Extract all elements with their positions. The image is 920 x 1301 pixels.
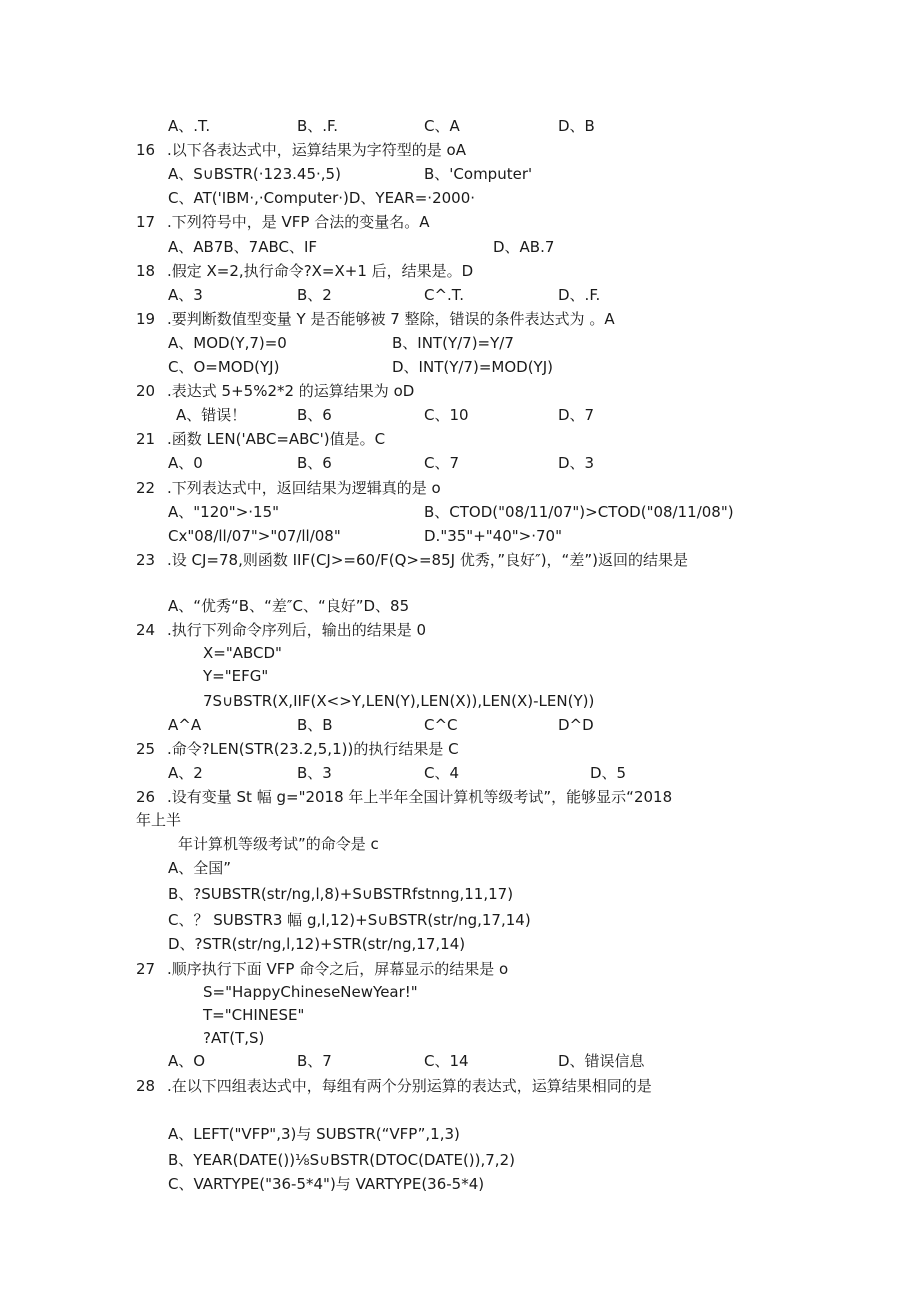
question-text: .以下各表达式中，运算结果为字符型的是 oA <box>167 141 466 159</box>
option-text: D、B <box>558 117 595 135</box>
option-text: C、A <box>424 117 460 135</box>
code-line: X="ABCD" <box>203 644 282 662</box>
option-text: C^.T. <box>424 286 464 304</box>
option-text: B、'Computer' <box>424 165 533 183</box>
option-text: B、6 <box>297 454 332 472</box>
option-text: A^A <box>168 716 202 734</box>
option-text: D、3 <box>558 454 595 472</box>
question-number: 21 <box>136 430 156 448</box>
code-line: T="CHINESE" <box>203 1006 305 1024</box>
option-text: B、INT(Y/7)=Y/7 <box>392 334 514 352</box>
option-text: D、.F. <box>558 286 601 304</box>
question-text: .顺序执行下面 VFP 命令之后，屏幕显示的结果是 o <box>167 960 509 978</box>
question-text: .命令?LEN(STR(23.2,5,1))的执行结果是 C <box>167 740 459 758</box>
option-text: A、MOD(Y,7)=0 <box>168 334 287 352</box>
code-line: S="HappyChineseNewYear!" <box>203 983 418 1001</box>
option-text: D、7 <box>558 406 595 424</box>
question-number: 24 <box>136 621 156 639</box>
option-text: C、O=MOD(YJ) <box>168 358 280 376</box>
question-number: 27 <box>136 960 156 978</box>
question-text: .在以下四组表达式中，每组有两个分别运算的表达式，运算结果相同的是 <box>167 1077 652 1095</box>
question-number: 18 <box>136 262 156 280</box>
option-text: C、？ SUBSTR3 幅 g,l,12)+S∪BSTR(str/ng,17,14) <box>168 911 531 929</box>
option-text: D、INT(Y/7)=MOD(YJ) <box>392 358 553 376</box>
code-line: Y="EFG" <box>203 667 269 685</box>
question-text: .下列符号中，是 VFP 合法的变量名。A <box>167 213 430 231</box>
option-text: C、10 <box>424 406 469 424</box>
option-text: A、S∪BSTR(·123.45·,5) <box>168 165 341 183</box>
question-number: 16 <box>136 141 156 159</box>
question-number: 25 <box>136 740 156 758</box>
option-text: B、CTOD("08/11/07")>CTOD("08/11/08") <box>424 503 734 521</box>
option-text: A、O <box>168 1052 206 1070</box>
option-text: C、VARTYPE("36-5*4")与 VARTYPE(36-5*4) <box>168 1175 485 1193</box>
option-text: D."35"+"40">·70" <box>424 527 562 545</box>
option-text: B、7 <box>297 1052 332 1070</box>
question-text: .下列表达式中，返回结果为逻辑真的是 o <box>167 479 441 497</box>
code-line: ?AT(T,S) <box>203 1029 265 1047</box>
option-text: B、2 <box>297 286 332 304</box>
option-text: C、7 <box>424 454 460 472</box>
option-text: B、6 <box>297 406 332 424</box>
question-text: .要判断数值型变量 Y 是否能够被 7 整除，错误的条件表达式为 。A <box>167 310 615 328</box>
option-text: Cx"08/ll/07">"07/ll/08" <box>168 527 341 545</box>
question-number: 22 <box>136 479 156 497</box>
option-text: C、14 <box>424 1052 469 1070</box>
option-text: B、3 <box>297 764 332 782</box>
question-text: .设有变量 St 幅 g="2018 年上半年全国计算机等级考试”，能够显示“2018 <box>167 788 673 806</box>
question-text: .假定 X=2,执行命令?X=X+1 后，结果是。D <box>167 262 474 280</box>
option-text: A、AB7B、7ABC、IF <box>168 238 318 256</box>
option-text: D、5 <box>590 764 627 782</box>
question-number: 17 <box>136 213 156 231</box>
option-text: A、.T. <box>168 117 211 135</box>
question-text: 年计算机等级考试”的命令是 c <box>178 835 379 853</box>
option-text: C、4 <box>424 764 460 782</box>
question-text: .表达式 5+5%2*2 的运算结果为 oD <box>167 382 415 400</box>
option-text: C^C <box>424 716 458 734</box>
option-text: D、AB.7 <box>493 238 555 256</box>
option-text: A、错误！ <box>176 406 247 424</box>
question-text: .设 CJ=78,则函数 IIF(CJ>=60/F(Q>=85J 优秀，”良好″)，“差”)返回的结果是 <box>167 551 688 569</box>
option-text: A、“优秀“B、“差″C、“良好”D、85 <box>168 597 410 615</box>
option-text: B、B <box>297 716 333 734</box>
question-text: .函数 LEN('ABC=ABC')值是。C <box>167 430 386 448</box>
question-number: 28 <box>136 1077 156 1095</box>
option-text: D、错误信息 <box>558 1052 645 1070</box>
question-number: 23 <box>136 551 156 569</box>
option-text: A、3 <box>168 286 203 304</box>
option-text: A、0 <box>168 454 203 472</box>
option-text: C、AT('IBM·,·Computer·)D、YEAR=·2000· <box>168 189 476 207</box>
option-text: D、?STR(str/ng,l,12)+STR(str/ng,17,14) <box>168 935 466 953</box>
question-number: 19 <box>136 310 156 328</box>
option-text: D^D <box>558 716 594 734</box>
question-number: 26 <box>136 788 156 806</box>
question-number: 20 <box>136 382 156 400</box>
option-text: B、?SUBSTR(str/ng,l,8)+S∪BSTRfstnng,11,17) <box>168 885 514 903</box>
option-text: A、2 <box>168 764 203 782</box>
question-text: .执行下列命令序列后，输出的结果是 0 <box>167 621 427 639</box>
question-text: 年上半 <box>136 811 182 829</box>
option-text: A、"120">·15" <box>168 503 280 521</box>
option-text: A、LEFT("VFP",3)与 SUBSTR(“VFP”,1,3) <box>168 1125 460 1143</box>
option-text: B、YEAR(DATE())⅛S∪BSTR(DTOC(DATE()),7,2) <box>168 1151 515 1169</box>
option-text: A、全国” <box>168 859 232 877</box>
option-text: B、.F. <box>297 117 339 135</box>
code-line: 7S∪BSTR(X,IIF(X<>Y,LEN(Y),LEN(X)),LEN(X)-LEN(Y)) <box>203 692 595 710</box>
